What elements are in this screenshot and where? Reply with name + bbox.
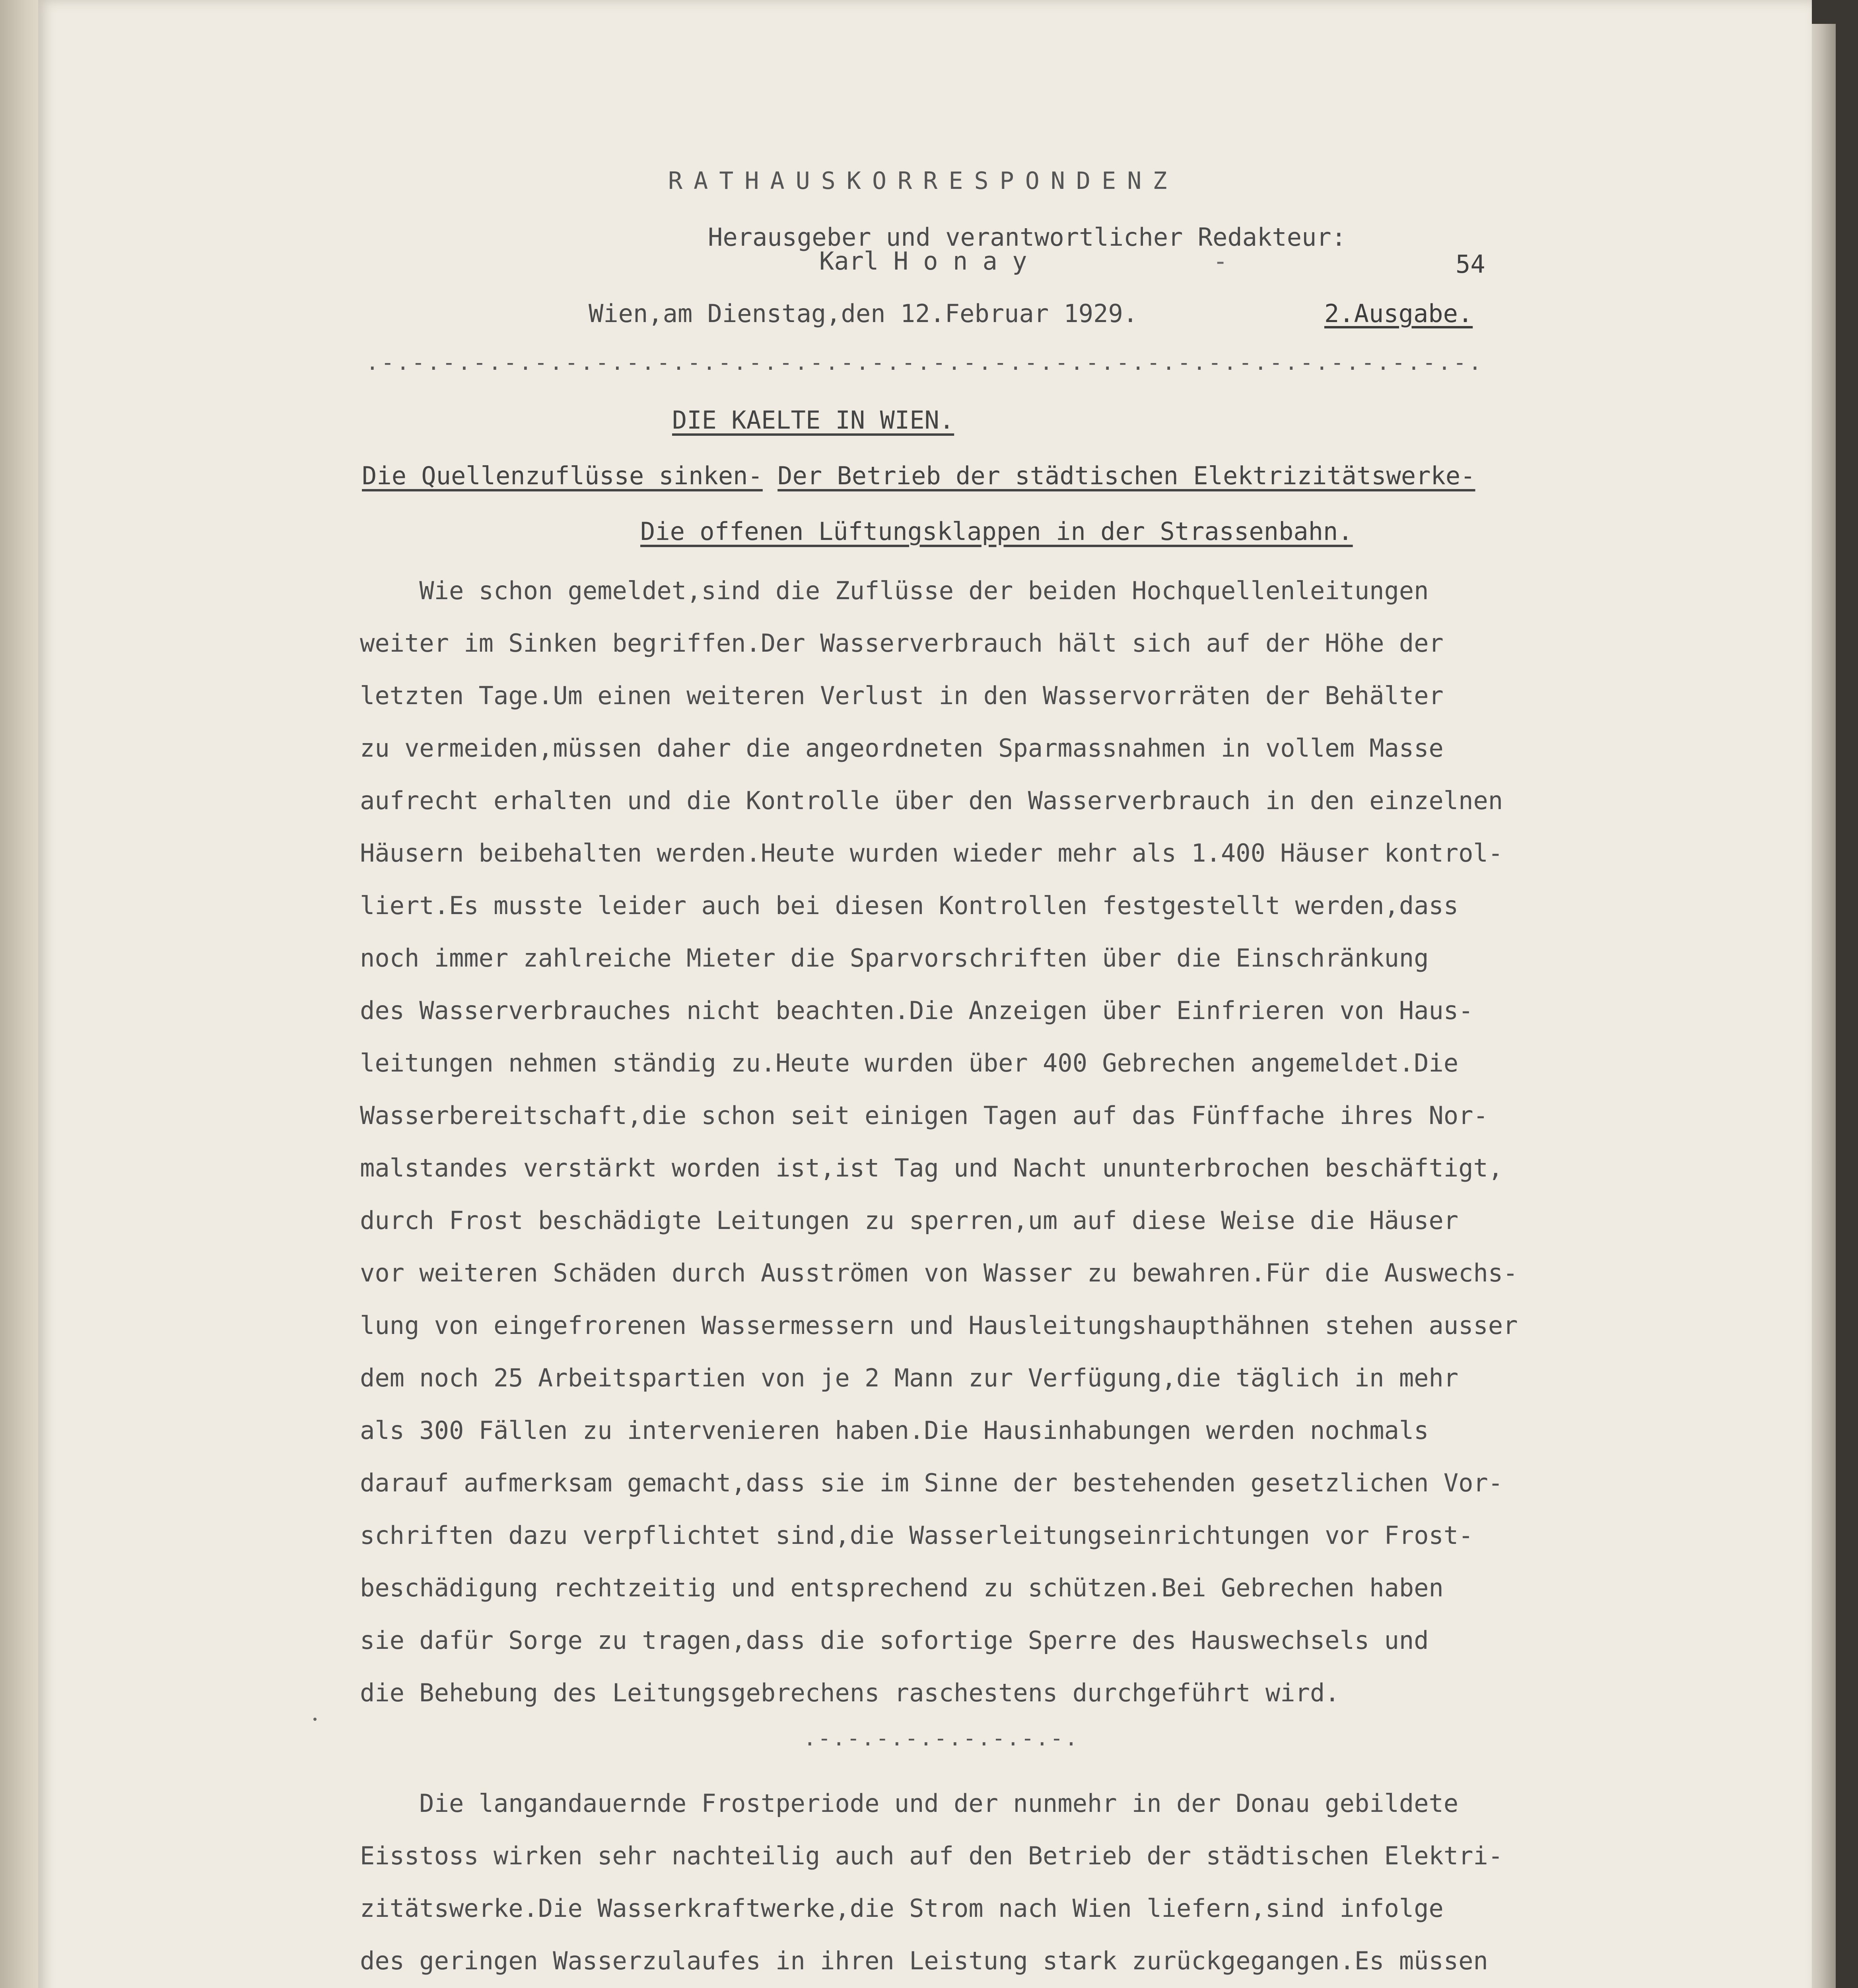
text-line: als 300 Fällen zu intervenieren haben.Die Hausinhabungen werden nochmals [360,1416,1429,1445]
text-line: noch immer zahlreiche Mieter die Sparvorschriften über die Einschränkung [360,944,1429,973]
text-line: sie dafür Sorge zu tragen,dass die sofortige Sperre des Hauswechsels und [360,1626,1429,1655]
page-stack-edge [1812,24,1836,1988]
text-line: des Wasserverbrauches nicht beachten.Die Anzeigen über Einfrieren von Haus- [360,996,1473,1025]
page-number: 54 [1456,250,1485,279]
text-line: vor weiteren Schäden durch Ausströmen von Wasser zu bewahren.Für die Auswechs- [360,1258,1518,1287]
text-line: letzten Tage.Um einen weiteren Verlust in den Wasservorräten der Behälter [360,681,1444,710]
text-line: darauf aufmerksam gemacht,dass sie im Sinne der bestehenden gesetzlichen Vor- [360,1468,1503,1497]
text-line: schriften dazu verpflichtet sind,die Wasserleitungseinrichtungen vor Frost- [360,1521,1473,1550]
text-line: weiter im Sinken begriffen.Der Wasserverbrauch hält sich auf der Höhe der [360,629,1444,658]
subheading-part-a: Die Quellenzuflüsse sinken- [362,461,763,490]
header-divider: .-.-.-.-.-.-.-.-.-.-.-.-.-.-.-.-.-.-.-.-.-.-.-.-.-.-.-.-.-.-.-.-.-.-.-.-. [366,350,1484,375]
publisher-line: Herausgeber und verantwortlicher Redakteur: [708,223,1347,252]
edition-label: 2.Ausgabe. [1324,299,1473,328]
text-line: des geringen Wasserzulaufes in ihren Leistung stark zurückgegangen.Es müssen [360,1946,1488,1975]
text-line: beschädigung rechtzeitig und entsprechend zu schützen.Bei Gebrechen haben [360,1573,1444,1602]
text-line: Die langandauernde Frostperiode und der nunmehr in der Donau gebildete [360,1789,1459,1818]
section-divider: .-.-.-.-.-.-.-.-.-. [803,1726,1079,1751]
paragraph-2 [360,1777,1633,1988]
text-line: zitätswerke.Die Wasserkraftwerke,die Strom nach Wien liefern,sind infolge [360,1894,1444,1923]
text-line: zu vermeiden,müssen daher die angeordneten Sparmassnahmen in vollem Masse [360,734,1444,763]
text-line: Wasserbereitschaft,die schon seit einigen Tagen auf das Fünffache ihres Nor- [360,1101,1488,1130]
text-line: liert.Es musste leider auch bei diesen Kontrollen festgestellt werden,dass [360,891,1459,920]
text-line: malstandes verstärkt worden ist,ist Tag und Nacht ununterbrochen beschäftigt, [360,1153,1503,1182]
editor-dash: - [1213,247,1228,276]
text-line: durch Frost beschädigte Leitungen zu sperren,um auf diese Weise die Häuser [360,1206,1459,1235]
text-line: aufrecht erhalten und die Kontrolle über den Wasserverbrauch in den einzelnen [360,786,1503,815]
text-line: lung von eingefrorenen Wassermessern und Hausleitungshaupthähnen stehen ausser [360,1311,1518,1340]
article-heading: DIE KAELTE IN WIEN. [672,406,954,435]
subheading-part-b: Der Betrieb der städtischen Elektrizitätswerke- [777,461,1475,490]
editor-name: Karl H o n a y [819,247,1027,276]
article-subheading-2: Die offenen Lüftungsklappen in der Strassenbahn. [640,517,1353,546]
publication-title: RATHAUSKORRESPONDENZ [668,167,1178,195]
text-line: leitungen nehmen ständig zu.Heute wurden über 400 Gebrechen angemeldet.Die [360,1048,1459,1077]
text-line: dem noch 25 Arbeitspartien von je 2 Mann zur Verfügung,die täglich in mehr [360,1363,1459,1392]
dateline: Wien,am Dienstag,den 12.Februar 1929. [589,299,1138,328]
ink-speck [313,1718,317,1721]
text-line: Eisstoss wirken sehr nachteilig auch auf den Betrieb der städtischen Elektri- [360,1841,1503,1870]
text-line: Häusern beibehalten werden.Heute wurden wieder mehr als 1.400 Häuser kontrol- [360,839,1503,868]
text-line: Wie schon gemeldet,sind die Zuflüsse der beiden Hochquellenleitungen [360,576,1429,605]
paragraph-1 [360,565,1633,1719]
text-line: die Behebung des Leitungsgebrechens raschestens durchgeführt wird. [360,1678,1340,1707]
article-subheading-1 [362,461,1475,490]
